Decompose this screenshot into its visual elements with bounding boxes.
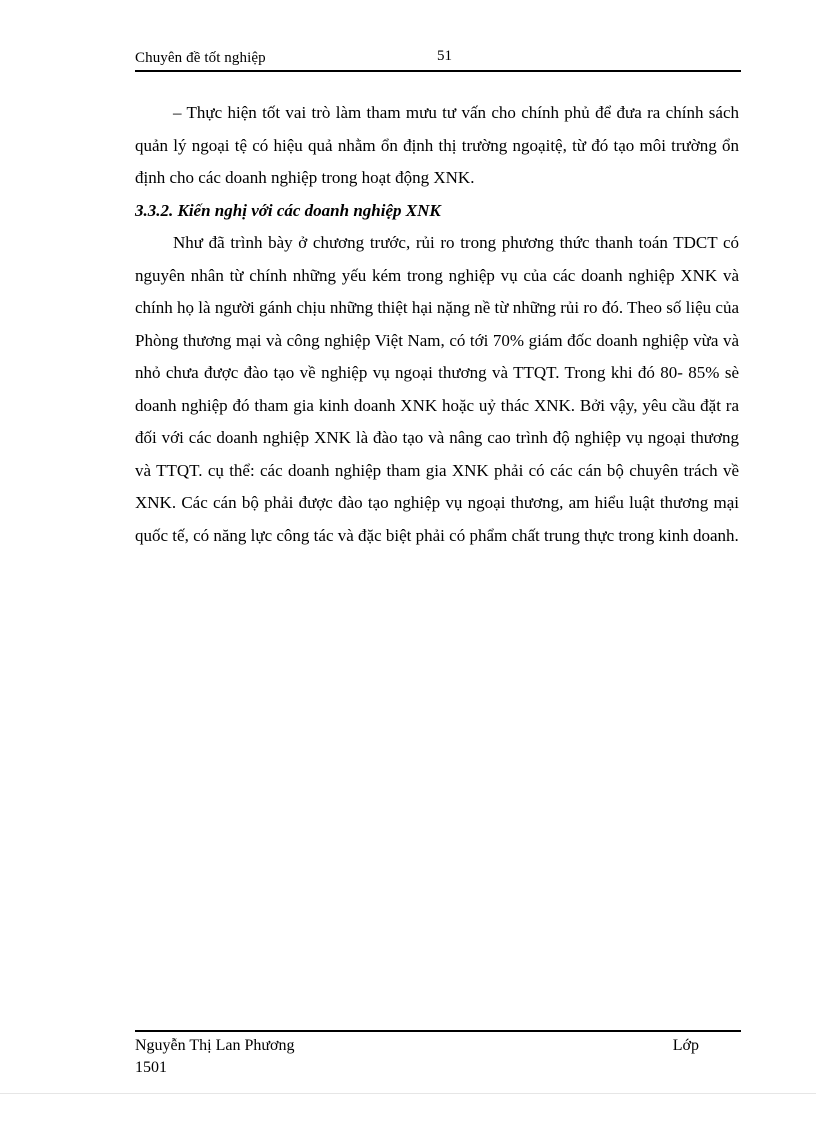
page-number: 51: [437, 48, 452, 64]
header-title: Chuyên đề tốt nghiệp: [135, 50, 266, 66]
page-header: [135, 46, 741, 72]
paragraph-recommendation: – Thực hiện tốt vai trò làm tham mưu tư vấn cho chính phủ để đưa ra chính sách quản lý ngoại tệ có hiệu quả nhằm ổn định thị trường ngoạitệ, từ đó tạo môi trường ổn định cho các doanh nghiệp trong hoạt động XNK.: [135, 103, 739, 187]
footer-class-label: Lớp: [672, 1037, 699, 1054]
page-edge-divider: [0, 1093, 816, 1094]
page-footer: [135, 1030, 741, 1076]
document-body: [135, 97, 739, 552]
footer-class-number: 1501: [135, 1059, 167, 1076]
section-heading: 3.3.2. Kiến nghị với các doanh nghiệp XNK: [135, 200, 441, 220]
paragraph-enterprises: Như đã trình bày ở chương trước, rủi ro trong phương thức thanh toán TDCT có nguyên nhân từ chính những yếu kém trong nghiệp vụ của các doanh nghiệp XNK và chính họ là người gánh chịu những thiệt hại nặng nề từ những rủi ro đó. Theo số liệu của Phòng thương mại và công nghiệp Việt Nam, có tới 70% giám đốc doanh nghiệp vừa và nhỏ chưa được đào tạo về nghiệp vụ ngoại thương và TTQT. Trong khi đó 80- 85% sè doanh nghiệp đó tham gia kinh doanh XNK hoặc uỷ thác XNK. Bởi vậy, yêu cầu đặt ra đối với các doanh nghiệp XNK là đào tạo và nâng cao trình độ nghiệp vụ ngoại thương và TTQT. cụ thể: các doanh nghiệp tham gia XNK phải có các cán bộ chuyên trách về XNK. Các cán bộ phải được đào tạo nghiệp vụ ngoại thương, am hiểu luật thương mại quốc tế, có năng lực công tác và đặc biệt phải có phẩm chất trung thực trong kinh doanh.: [135, 233, 739, 545]
footer-author: Nguyễn Thị Lan Phương: [135, 1037, 295, 1054]
